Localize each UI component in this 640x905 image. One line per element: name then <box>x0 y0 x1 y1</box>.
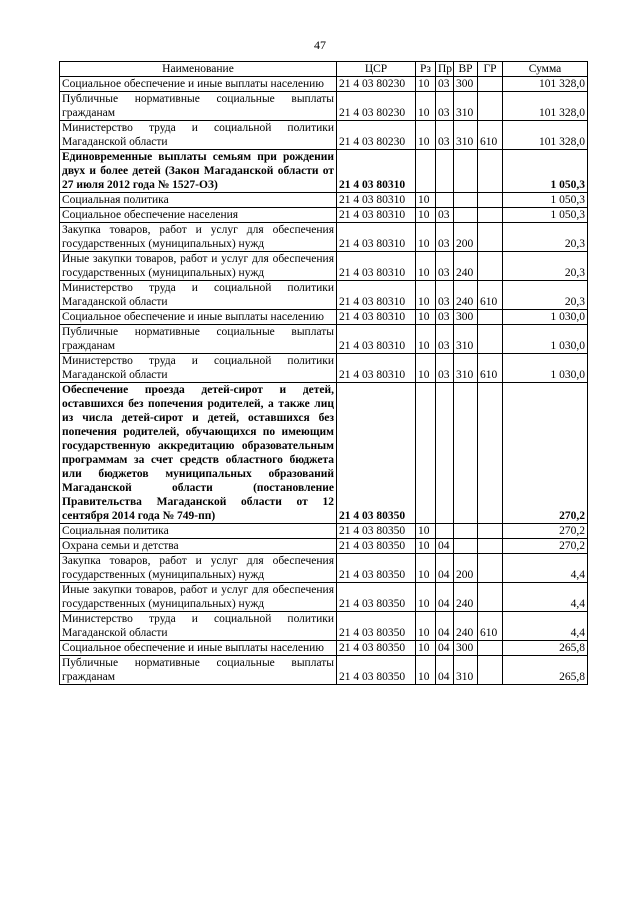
cell-pr <box>436 524 454 539</box>
cell-sum: 20,3 <box>503 281 588 310</box>
cell-rz: 10 <box>416 325 436 354</box>
cell-gr <box>478 310 503 325</box>
cell-pr: 04 <box>436 641 454 656</box>
cell-name: Социальная политика <box>60 524 337 539</box>
page-number: 47 <box>314 38 326 52</box>
cell-csr: 21 4 03 80310 <box>337 252 416 281</box>
cell-vr <box>454 208 478 223</box>
cell-sum: 20,3 <box>503 252 588 281</box>
cell-rz <box>416 383 436 524</box>
cell-name: Публичные нормативные социальные выплаты гражданам <box>60 656 337 685</box>
cell-rz: 10 <box>416 612 436 641</box>
cell-gr <box>478 383 503 524</box>
cell-gr: 610 <box>478 612 503 641</box>
cell-sum: 101 328,0 <box>503 92 588 121</box>
cell-gr <box>478 554 503 583</box>
header-sum: Сумма <box>503 62 588 77</box>
cell-sum: 270,2 <box>503 524 588 539</box>
cell-pr <box>436 193 454 208</box>
cell-csr: 21 4 03 80310 <box>337 310 416 325</box>
cell-pr: 03 <box>436 252 454 281</box>
cell-sum: 1 030,0 <box>503 310 588 325</box>
cell-rz: 10 <box>416 208 436 223</box>
cell-gr <box>478 325 503 354</box>
cell-vr: 310 <box>454 325 478 354</box>
cell-csr: 21 4 03 80230 <box>337 121 416 150</box>
header-gr: ГР <box>478 62 503 77</box>
cell-name: Министерство труда и социальной политики Магаданской области <box>60 354 337 383</box>
cell-vr <box>454 524 478 539</box>
cell-rz: 10 <box>416 354 436 383</box>
cell-vr: 310 <box>454 92 478 121</box>
cell-csr: 21 4 03 80350 <box>337 524 416 539</box>
table-row <box>60 656 588 685</box>
table-row <box>60 354 588 383</box>
cell-csr: 21 4 03 80350 <box>337 612 416 641</box>
cell-name: Социальное обеспечение и иные выплаты населению <box>60 641 337 656</box>
table-row <box>60 150 588 193</box>
cell-vr: 200 <box>454 223 478 252</box>
cell-gr: 610 <box>478 281 503 310</box>
cell-vr: 200 <box>454 554 478 583</box>
cell-csr: 21 4 03 80310 <box>337 223 416 252</box>
cell-csr: 21 4 03 80310 <box>337 354 416 383</box>
cell-pr: 03 <box>436 310 454 325</box>
cell-rz: 10 <box>416 121 436 150</box>
cell-sum: 1 050,3 <box>503 193 588 208</box>
cell-csr: 21 4 03 80310 <box>337 325 416 354</box>
cell-gr <box>478 77 503 92</box>
table-row <box>60 281 588 310</box>
cell-csr: 21 4 03 80350 <box>337 583 416 612</box>
cell-sum: 265,8 <box>503 656 588 685</box>
table-row <box>60 252 588 281</box>
cell-vr: 240 <box>454 281 478 310</box>
cell-sum: 101 328,0 <box>503 121 588 150</box>
cell-name: Единовременные выплаты семьям при рождении двух и более детей (Закон Магаданской области от 27 июля 2012 года № 1527-ОЗ) <box>60 150 337 193</box>
cell-vr: 300 <box>454 641 478 656</box>
table-row <box>60 208 588 223</box>
cell-gr <box>478 539 503 554</box>
cell-rz: 10 <box>416 223 436 252</box>
cell-csr: 21 4 03 80350 <box>337 383 416 524</box>
cell-vr: 310 <box>454 656 478 685</box>
cell-rz: 10 <box>416 554 436 583</box>
table-row <box>60 554 588 583</box>
cell-name: Министерство труда и социальной политики Магаданской области <box>60 281 337 310</box>
cell-name: Социальное обеспечение и иные выплаты населению <box>60 310 337 325</box>
cell-name: Охрана семьи и детства <box>60 539 337 554</box>
cell-rz: 10 <box>416 524 436 539</box>
cell-vr: 310 <box>454 121 478 150</box>
cell-name: Иные закупки товаров, работ и услуг для обеспечения государственных (муниципальных) нужд <box>60 252 337 281</box>
cell-name: Иные закупки товаров, работ и услуг для обеспечения государственных (муниципальных) нужд <box>60 583 337 612</box>
cell-rz: 10 <box>416 583 436 612</box>
cell-rz <box>416 150 436 193</box>
header-pr: Пр <box>436 62 454 77</box>
table-row <box>60 77 588 92</box>
cell-gr: 610 <box>478 354 503 383</box>
cell-csr: 21 4 03 80310 <box>337 208 416 223</box>
table-row <box>60 641 588 656</box>
header-csr: ЦСР <box>337 62 416 77</box>
cell-sum: 101 328,0 <box>503 77 588 92</box>
cell-vr <box>454 150 478 193</box>
cell-gr <box>478 193 503 208</box>
cell-gr <box>478 583 503 612</box>
cell-rz: 10 <box>416 92 436 121</box>
cell-pr: 04 <box>436 554 454 583</box>
cell-gr <box>478 208 503 223</box>
cell-pr <box>436 150 454 193</box>
table-row <box>60 325 588 354</box>
cell-vr <box>454 383 478 524</box>
cell-sum: 4,4 <box>503 554 588 583</box>
cell-pr: 03 <box>436 281 454 310</box>
cell-sum: 20,3 <box>503 223 588 252</box>
budget-table <box>59 61 588 685</box>
cell-gr <box>478 252 503 281</box>
header-rz: Рз <box>416 62 436 77</box>
cell-csr: 21 4 03 80350 <box>337 539 416 554</box>
cell-vr: 310 <box>454 354 478 383</box>
cell-gr <box>478 641 503 656</box>
cell-pr <box>436 383 454 524</box>
cell-pr: 04 <box>436 656 454 685</box>
cell-gr <box>478 524 503 539</box>
table-row <box>60 92 588 121</box>
table-header <box>60 62 588 77</box>
cell-csr: 21 4 03 80230 <box>337 77 416 92</box>
cell-sum: 4,4 <box>503 583 588 612</box>
cell-pr: 04 <box>436 612 454 641</box>
cell-sum: 1 050,3 <box>503 150 588 193</box>
cell-sum: 270,2 <box>503 539 588 554</box>
cell-name: Закупка товаров, работ и услуг для обеспечения государственных (муниципальных) нужд <box>60 554 337 583</box>
cell-gr <box>478 223 503 252</box>
cell-pr: 03 <box>436 121 454 150</box>
cell-name: Социальное обеспечение населения <box>60 208 337 223</box>
cell-csr: 21 4 03 80310 <box>337 193 416 208</box>
cell-rz: 10 <box>416 193 436 208</box>
cell-csr: 21 4 03 80310 <box>337 150 416 193</box>
cell-vr <box>454 539 478 554</box>
cell-name: Министерство труда и социальной политики Магаданской области <box>60 121 337 150</box>
cell-csr: 21 4 03 80350 <box>337 656 416 685</box>
cell-pr: 03 <box>436 223 454 252</box>
cell-pr: 04 <box>436 583 454 612</box>
cell-gr <box>478 656 503 685</box>
cell-csr: 21 4 03 80350 <box>337 554 416 583</box>
cell-name: Министерство труда и социальной политики Магаданской области <box>60 612 337 641</box>
header-name: Наименование <box>60 62 337 77</box>
cell-csr: 21 4 03 80350 <box>337 641 416 656</box>
table-row <box>60 223 588 252</box>
cell-sum: 1 030,0 <box>503 325 588 354</box>
cell-sum: 265,8 <box>503 641 588 656</box>
cell-vr: 240 <box>454 612 478 641</box>
cell-rz: 10 <box>416 539 436 554</box>
cell-vr: 240 <box>454 583 478 612</box>
cell-rz: 10 <box>416 281 436 310</box>
cell-vr: 300 <box>454 77 478 92</box>
cell-rz: 10 <box>416 641 436 656</box>
header-vr: ВР <box>454 62 478 77</box>
cell-sum: 270,2 <box>503 383 588 524</box>
cell-name: Публичные нормативные социальные выплаты гражданам <box>60 325 337 354</box>
table-row <box>60 310 588 325</box>
table-row <box>60 524 588 539</box>
cell-name: Обеспечение проезда детей-сирот и детей, оставшихся без попечения родителей, а также лиц из числа детей-сирот и детей, оставшихся без попечения родителей, обучающихся по имеющим государственную аккредитацию образовательным программам за счет средств областного бюджета или бюджетов муниципальных образований Магаданской области (постановление Правительства Магаданской области от 12 сентября 2014 года № 749-пп) <box>60 383 337 524</box>
cell-sum: 4,4 <box>503 612 588 641</box>
cell-name: Социальное обеспечение и иные выплаты населению <box>60 77 337 92</box>
cell-pr: 03 <box>436 325 454 354</box>
cell-sum: 1 030,0 <box>503 354 588 383</box>
cell-vr: 300 <box>454 310 478 325</box>
cell-pr: 03 <box>436 208 454 223</box>
cell-pr: 03 <box>436 77 454 92</box>
table-row <box>60 539 588 554</box>
cell-gr <box>478 92 503 121</box>
header-row <box>60 62 588 77</box>
cell-pr: 03 <box>436 92 454 121</box>
table-row <box>60 121 588 150</box>
cell-vr: 240 <box>454 252 478 281</box>
cell-gr: 610 <box>478 121 503 150</box>
cell-vr <box>454 193 478 208</box>
cell-name: Социальная политика <box>60 193 337 208</box>
cell-name: Закупка товаров, работ и услуг для обеспечения государственных (муниципальных) нужд <box>60 223 337 252</box>
cell-name: Публичные нормативные социальные выплаты гражданам <box>60 92 337 121</box>
cell-rz: 10 <box>416 77 436 92</box>
table-row <box>60 193 588 208</box>
table-row <box>60 383 588 524</box>
cell-pr: 04 <box>436 539 454 554</box>
cell-sum: 1 050,3 <box>503 208 588 223</box>
cell-pr: 03 <box>436 354 454 383</box>
table-row <box>60 612 588 641</box>
cell-rz: 10 <box>416 252 436 281</box>
table-row <box>60 583 588 612</box>
cell-gr <box>478 150 503 193</box>
cell-csr: 21 4 03 80310 <box>337 281 416 310</box>
cell-rz: 10 <box>416 656 436 685</box>
cell-csr: 21 4 03 80230 <box>337 92 416 121</box>
cell-rz: 10 <box>416 310 436 325</box>
table-body <box>60 77 588 685</box>
